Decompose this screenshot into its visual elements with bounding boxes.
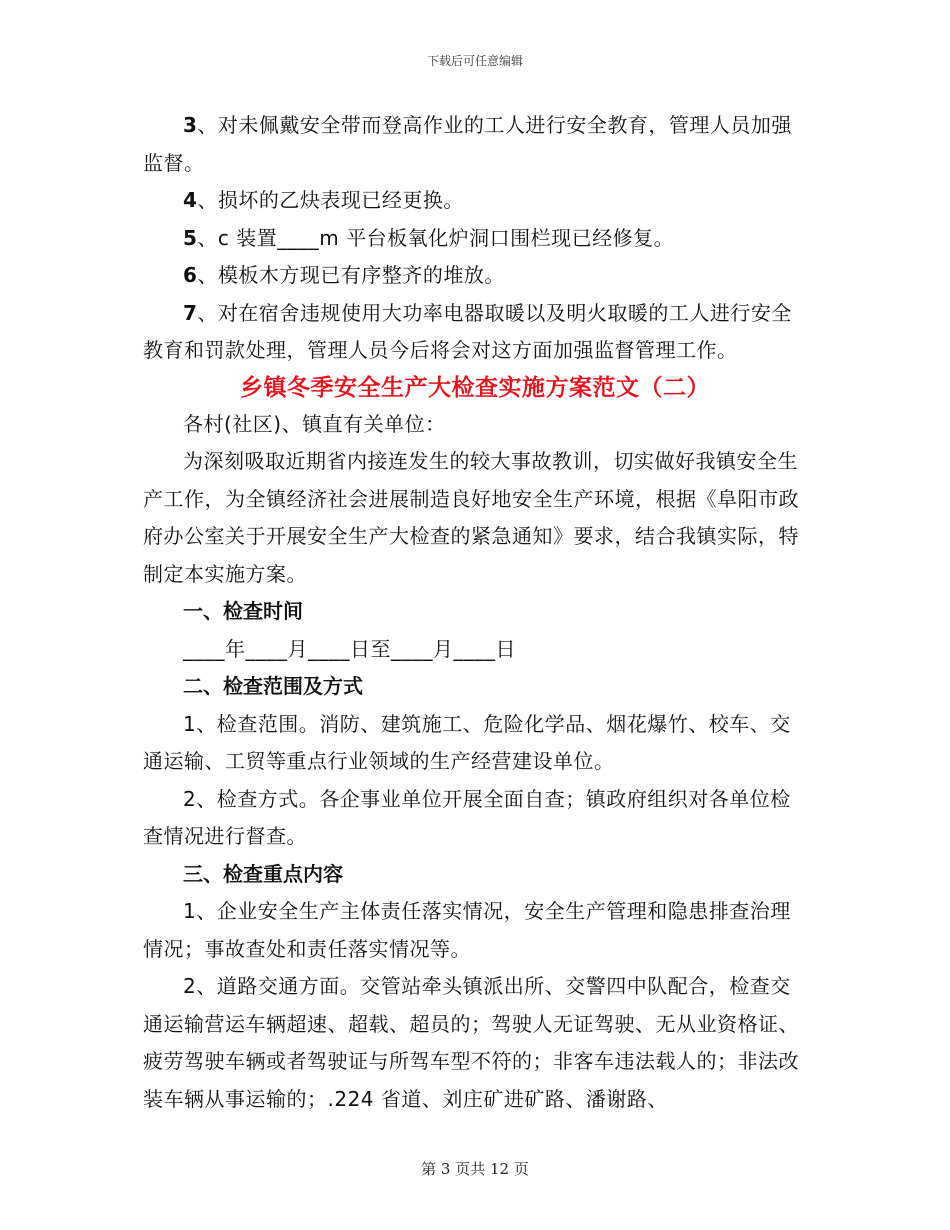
- section-heading-time: 一、检查时间: [183, 599, 303, 623]
- section-heading-scope: 二、检查范围及方式: [183, 674, 363, 698]
- scope-paragraph: 1、检查范围。消防、建筑施工、危险化学品、烟花爆竹、校车、交通运输、工贸等重点行业领域的生产经营建设单位。: [143, 711, 791, 773]
- method-paragraph: 2、检查方式。各企事业单位开展全面自查；镇政府组织对各单位检查情况进行督查。: [143, 786, 791, 848]
- key-content-paragraph-1: 1、企业安全生产主体责任落实情况，安全生产管理和隐患排查治理情况；事故查处和责任落实情况等。: [143, 899, 791, 961]
- item-text: 、模板木方现已有序整齐的堆放。: [197, 263, 505, 287]
- item-text: 、对在宿舍违规使用大功率电器取暖以及明火取暖的工人进行安全教育和罚款处理，管理人员今后将会对这方面加强监督管理工作。: [143, 300, 792, 362]
- item-text: 、c 装置____m 平台板氧化炉洞口围栏现已经修复。: [197, 225, 675, 250]
- list-item: [143, 257, 807, 295]
- list-item: [143, 220, 807, 258]
- item-number: 7: [183, 300, 198, 325]
- document-title: 乡镇冬季安全生产大检查实施方案范文（二）: [240, 374, 710, 401]
- inspection-time: ____年____月____日至____月____日: [183, 636, 516, 661]
- key-content-paragraph-2: 2、道路交通方面。交管站牵头镇派出所、交警四中队配合，检查交通运输营运车辆超速、超载、超员的；驾驶人无证驾驶、无从业资格证、疲劳驾驶车辆或者驾驶证与所驾车型不符的；非客车违法载人的；非法改装车辆从事运输的；.224 省道、刘庄矿进矿路、潘谢路、: [143, 974, 799, 1111]
- salutation: 各村(社区)、镇直有关单位：: [183, 411, 446, 436]
- page-footer: 第 3 页共 12 页: [421, 1160, 529, 1178]
- page-header: 下载后可任意编辑: [426, 54, 523, 68]
- document-body: [143, 107, 807, 1118]
- item-number: 6: [183, 263, 198, 287]
- item-text: 、损坏的乙炔表现已经更换。: [197, 188, 464, 212]
- item-number: 5: [183, 225, 198, 250]
- list-item: [143, 182, 807, 220]
- list-item: [143, 107, 807, 182]
- item-number: 3: [183, 113, 198, 137]
- intro-paragraph: 为深刻吸取近期省内接连发生的较大事故教训，切实做好我镇安全生产工作，为全镇经济社会进展制造良好地安全生产环境，根据《阜阳市政府办公室关于开展安全生产大检查的紧急通知》要求，结合我镇实际，特制定本实施方案。: [143, 449, 799, 586]
- item-number: 4: [183, 188, 198, 212]
- section-heading-key-content: 三、检查重点内容: [183, 861, 343, 886]
- item-text: 、对未佩戴安全带而登高作业的工人进行安全教育，管理人员加强监督。: [143, 113, 792, 175]
- list-item: [143, 295, 807, 370]
